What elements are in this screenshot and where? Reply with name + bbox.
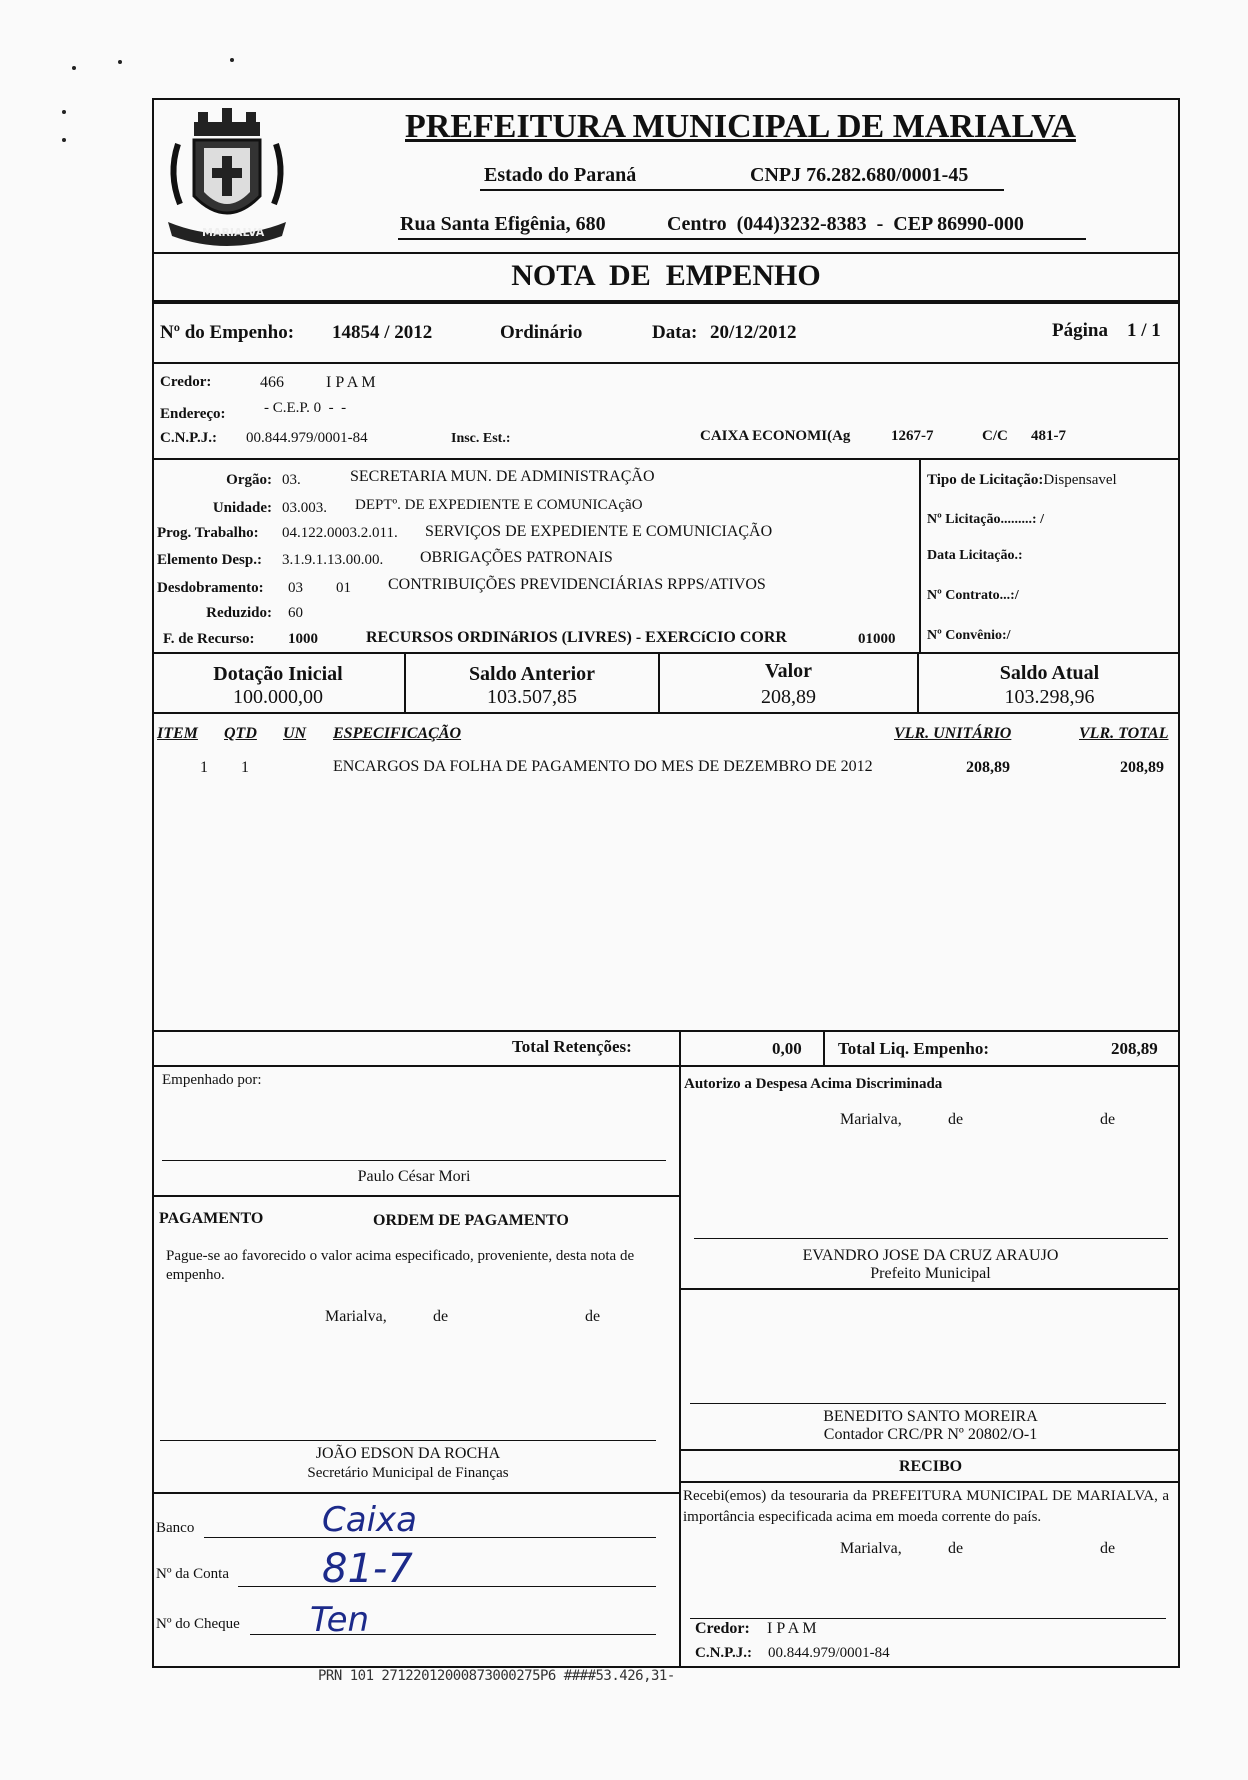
- credor-cnpj-value: 00.844.979/0001-84: [246, 430, 368, 446]
- col-spec: ESPECIFICAÇÃO: [333, 725, 462, 742]
- liq-value: 208,89: [1111, 1039, 1158, 1058]
- orgao-desc: SECRETARIA MUN. DE ADMINISTRAÇÃO: [350, 468, 655, 485]
- licitacao-number: Nº Licitação.........: /: [927, 512, 1044, 527]
- retencoes-value: 0,00: [772, 1039, 802, 1058]
- scan-speck: [230, 58, 234, 62]
- divider: [679, 1030, 681, 1066]
- prog-code: 04.122.0003.2.011.: [282, 525, 398, 541]
- recibo-de2: de: [1100, 1540, 1116, 1557]
- licitacao-type-label: [927, 472, 1117, 489]
- pagamento-city: Marialva,: [325, 1308, 387, 1325]
- col-un: UN: [283, 725, 307, 742]
- input-line: [238, 1586, 656, 1587]
- pagamento-label: PAGAMENTO: [159, 1210, 264, 1227]
- date-label: Data:: [652, 322, 698, 343]
- divider: [152, 362, 1180, 364]
- col-total-value: VLR. TOTAL: [1079, 725, 1169, 742]
- signature-line: [694, 1238, 1168, 1239]
- scan-speck: [62, 138, 66, 142]
- secretary-title: Secretário Municipal de Finanças: [307, 1465, 509, 1481]
- pagamento-de2: de: [585, 1308, 601, 1325]
- col-item: ITEM: [157, 725, 198, 742]
- col-unit-value: VLR. UNITÁRIO: [894, 725, 1012, 742]
- dotacao-value: 100.000,00: [233, 686, 323, 708]
- recibo-de1: de: [948, 1540, 964, 1557]
- divider: [152, 712, 1180, 714]
- desd-label: Desdobramento:: [157, 580, 264, 596]
- divider: [152, 458, 1180, 460]
- autorizo-city: Marialva,: [840, 1111, 902, 1128]
- credor-cnpj-label: C.N.P.J.:: [160, 430, 217, 446]
- bank-handwriting: Caixa: [322, 1500, 417, 1540]
- address-label: Endereço:: [160, 406, 226, 422]
- recibo-credor-label: Credor:: [695, 1620, 750, 1637]
- col-qtd: QTD: [224, 725, 257, 742]
- page-label: Página: [1052, 320, 1108, 341]
- desd-code2: 01: [336, 580, 351, 596]
- signature-line: [162, 1160, 666, 1161]
- recibo-cnpj-value: 00.844.979/0001-84: [768, 1645, 890, 1661]
- saldo-anterior-value: 103.507,85: [487, 686, 577, 708]
- recurso-code2: 01000: [858, 631, 896, 647]
- saldo-atual-value: 103.298,96: [1004, 686, 1095, 708]
- contrato-number: Nº Contrato...:/: [927, 588, 1019, 603]
- municipality-cnpj: CNPJ 76.282.680/0001-45: [750, 164, 969, 186]
- elem-code: 3.1.9.1.13.00.00.: [282, 552, 384, 568]
- autorizo-title: Autorizo a Despesa Acima Discriminada: [684, 1076, 943, 1092]
- credor-name: I P A M: [326, 374, 376, 391]
- unidade-code: 03.003.: [282, 500, 327, 516]
- row-spec: ENCARGOS DA FOLHA DE PAGAMENTO DO MES DE DEZEMBRO DE 2012: [333, 758, 873, 775]
- unidade-label: Unidade:: [212, 500, 272, 516]
- divider: [679, 1481, 1180, 1483]
- empenho-number: 14854 / 2012: [332, 322, 433, 343]
- recibo-cnpj-label: C.N.P.J.:: [695, 1645, 752, 1661]
- prog-desc: SERVIÇOS DE EXPEDIENTE E COMUNICIAÇÃO: [425, 523, 773, 540]
- date-value: 20/12/2012: [710, 322, 797, 343]
- accountant-title: Contador CRC/PR Nº 20802/O-1: [823, 1426, 1038, 1443]
- saldo-anterior-label: Saldo Anterior: [468, 663, 596, 685]
- divider: [152, 1492, 679, 1494]
- orgao-label: Orgão:: [226, 472, 272, 488]
- empenho-type: Ordinário: [500, 322, 583, 343]
- address-value: - C.E.P. 0 - -: [264, 400, 347, 416]
- recurso-desc: RECURSOS ORDINáRIOS (LIVRES) - EXERCíCIO CORR: [366, 629, 787, 646]
- page-value: 1 / 1: [1127, 320, 1161, 341]
- licitacao-date: Data Licitação.:: [927, 548, 1023, 563]
- footer-code: PRN 101 27122012000873000275P6 ####53.426,31-: [318, 1668, 675, 1684]
- valor-label: Valor: [764, 660, 813, 682]
- pagamento-de1: de: [433, 1308, 449, 1325]
- signature-line: [160, 1440, 656, 1441]
- row-qtd: 1: [241, 759, 249, 776]
- autorizo-de2: de: [1100, 1111, 1116, 1128]
- dotacao-label: Dotação Inicial: [213, 663, 343, 685]
- bank-agency: 1267-7: [891, 428, 934, 444]
- row-unit-value: 208,89: [966, 759, 1010, 776]
- pagamento-text: Pague-se ao favorecido o valor acima especificado, proveniente, desta nota de empenho.: [166, 1248, 635, 1283]
- divider: [679, 1288, 1180, 1290]
- saldo-atual-label: Saldo Atual: [999, 662, 1100, 684]
- divider: [152, 1065, 1180, 1067]
- desd-code1: 03: [288, 580, 303, 596]
- municipality-contact: Centro (044)3232-8383 - CEP 86990-000: [667, 213, 1024, 235]
- signature-line: [690, 1618, 1166, 1619]
- cheque-label: Nº do Cheque: [156, 1616, 240, 1632]
- licitacao-type-value: Dispensavel: [1043, 472, 1117, 488]
- valor-value: 208,89: [761, 686, 816, 708]
- divider: [823, 1030, 825, 1066]
- elem-desc: OBRIGAÇÕES PATRONAIS: [420, 549, 613, 566]
- licitacao-type-label-text: Tipo de Licitação:: [927, 472, 1044, 488]
- empenho-label: Nº do Empenho:: [160, 322, 295, 343]
- bank-label: Banco: [156, 1520, 195, 1536]
- retencoes-label: Total Retenções:: [512, 1037, 632, 1056]
- state-name: Estado do Paraná: [484, 164, 637, 186]
- recibo-title: RECIBO: [898, 1458, 963, 1475]
- reduzido-label: Reduzido:: [206, 605, 272, 621]
- empenhado-name: Paulo César Mori: [357, 1168, 471, 1185]
- recibo-city: Marialva,: [840, 1540, 902, 1557]
- row-total-value: 208,89: [1120, 759, 1164, 776]
- prog-label: Prog. Trabalho:: [157, 525, 259, 541]
- divider: [152, 300, 1180, 304]
- divider: [152, 1195, 679, 1197]
- divider: [152, 1030, 1180, 1032]
- convenio-number: Nº Convênio:/: [927, 628, 1011, 643]
- row-item: 1: [200, 759, 208, 776]
- divider: [679, 1449, 1180, 1451]
- recibo-credor-value: I P A M: [767, 1620, 817, 1637]
- mayor-title: Prefeito Municipal: [870, 1265, 991, 1282]
- underline: [398, 238, 1086, 240]
- reduzido-value: 60: [288, 605, 303, 621]
- accountant-name: BENEDITO SANTO MOREIRA: [823, 1408, 1038, 1425]
- document-title: NOTA DE EMPENHO: [511, 259, 821, 292]
- cheque-handwriting: Ten: [310, 1600, 370, 1640]
- unidade-desc: DEPTº. DE EXPEDIENTE E COMUNICAçãO: [355, 497, 643, 513]
- autorizo-de1: de: [948, 1111, 964, 1128]
- divider: [919, 458, 921, 652]
- desd-desc: CONTRIBUIÇÕES PREVIDENCIÁRIAS RPPS/ATIVOS: [388, 576, 766, 593]
- scan-speck: [118, 60, 122, 64]
- empenhado-label: Empenhado por:: [162, 1072, 262, 1088]
- bank-name: CAIXA ECONOMI(Ag: [700, 428, 851, 444]
- insc-label: Insc. Est.:: [451, 431, 511, 446]
- coat-of-arms-icon: [158, 104, 296, 254]
- mayor-name: EVANDRO JOSE DA CRUZ ARAUJO: [802, 1247, 1059, 1264]
- credor-code: 466: [260, 374, 284, 391]
- liq-label: Total Liq. Empenho:: [838, 1039, 989, 1058]
- recurso-code: 1000: [288, 631, 318, 647]
- secretary-name: JOÃO EDSON DA ROCHA: [315, 1445, 501, 1462]
- divider: [152, 252, 1180, 254]
- orgao-code: 03.: [282, 472, 301, 488]
- scan-speck: [62, 110, 66, 114]
- recibo-text: Recebi(emos) da tesouraria da PREFEITURA MUNICIPAL DE MARIALVA, a importância especificada acima em moeda corrente do país.: [683, 1488, 1169, 1525]
- input-line: [204, 1537, 656, 1538]
- account-label: Nº da Conta: [156, 1566, 229, 1582]
- elem-label: Elemento Desp.:: [157, 552, 262, 568]
- credor-label: Credor:: [160, 374, 212, 390]
- signature-line: [690, 1403, 1166, 1404]
- municipality-title: PREFEITURA MUNICIPAL DE MARIALVA: [405, 108, 1076, 145]
- underline: [480, 189, 1004, 191]
- divider: [679, 1065, 681, 1668]
- recurso-label: F. de Recurso:: [163, 631, 255, 647]
- scan-speck: [72, 66, 76, 70]
- cc-value: 481-7: [1031, 428, 1066, 444]
- ordem-pagamento-title: ORDEM DE PAGAMENTO: [373, 1212, 569, 1229]
- municipality-address: Rua Santa Efigênia, 680: [400, 213, 606, 235]
- cc-label: C/C: [982, 428, 1008, 444]
- account-handwriting: 81-7: [322, 1546, 413, 1592]
- divider: [152, 652, 1180, 654]
- coat-of-arms-ribbon-text: MARIALVA: [202, 226, 265, 239]
